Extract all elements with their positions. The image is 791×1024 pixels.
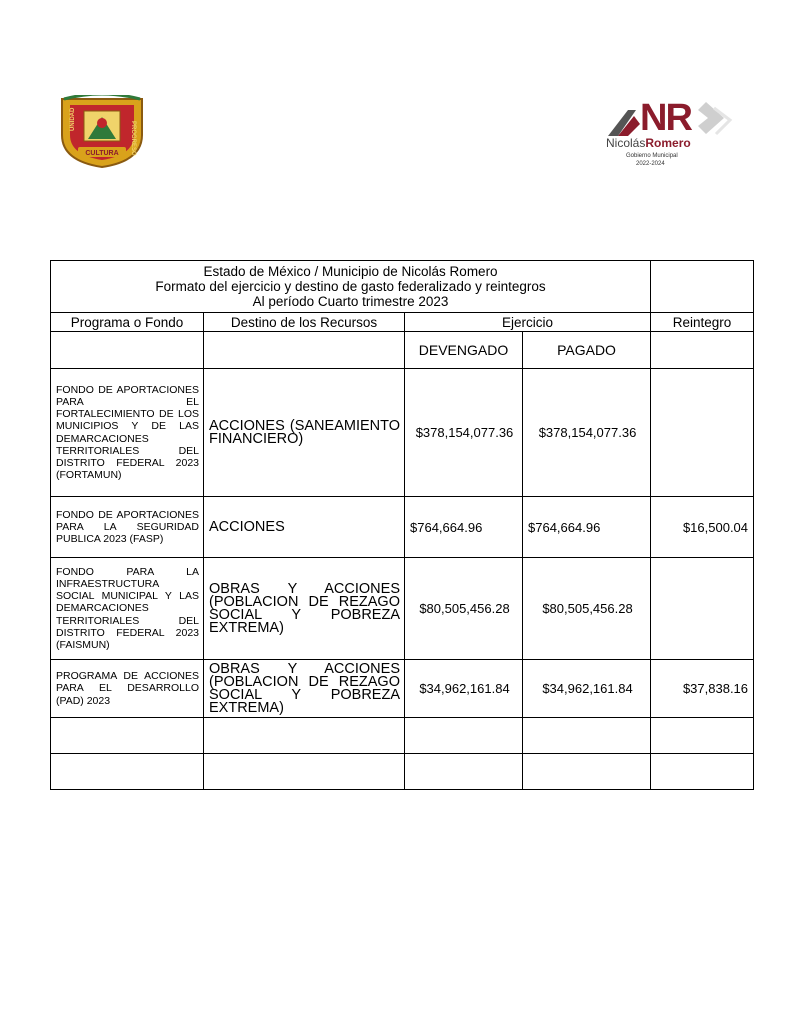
empty-cell <box>523 754 651 790</box>
row-destino: OBRAS Y ACCIONES (POBLACION DE REZAGO SOCIAL Y POBREZA EXTREMA) <box>204 660 405 718</box>
nr-name <box>606 137 734 150</box>
nr-letters: NR <box>640 97 691 139</box>
empty-cell <box>523 718 651 754</box>
row-devengado: $764,664.96 <box>405 497 523 558</box>
row-programa: PROGRAMA DE ACCIONES PARA EL DESARROLLO (PAD) 2023 <box>51 660 204 718</box>
nr-gov-label: Gobierno Municipal <box>626 153 678 159</box>
empty-cell <box>204 754 405 790</box>
col-destino-header: Destino de los Recursos <box>204 313 405 332</box>
svg-text:UNIDAD: UNIDAD <box>70 107 76 131</box>
col-pagado-header: PAGADO <box>523 332 651 369</box>
table-row <box>51 497 754 558</box>
nicolas-romero-logo <box>606 98 734 174</box>
row-devengado: $80,505,456.28 <box>405 558 523 660</box>
col-reintegro-header: Reintegro <box>651 313 754 332</box>
col-devengado-header: DEVENGADO <box>405 332 523 369</box>
row-devengado: $378,154,077.36 <box>405 369 523 497</box>
sub-header-blank <box>651 332 754 369</box>
row-programa: FONDO DE APORTACIONES PARA EL FORTALECIMIENTO DE LOS MUNICIPIOS Y DE LAS DEMARCACIONES TERRITORIALES DEL DISTRITO FEDERAL 2023 (FORTAMUN) <box>51 369 204 497</box>
empty-row <box>51 754 754 790</box>
row-pagado: $764,664.96 <box>523 497 651 558</box>
table-row <box>51 558 754 660</box>
empty-row <box>51 718 754 754</box>
col-programa-header: Programa o Fondo <box>51 313 204 332</box>
row-destino: OBRAS Y ACCIONES (POBLACION DE REZAGO SOCIAL Y POBREZA EXTREMA) <box>204 558 405 660</box>
report-title <box>51 261 651 313</box>
empty-cell <box>204 718 405 754</box>
row-devengado: $34,962,161.84 <box>405 660 523 718</box>
row-pagado: $378,154,077.36 <box>523 369 651 497</box>
empty-cell <box>651 718 754 754</box>
row-reintegro <box>651 369 754 497</box>
column-header-row <box>51 313 754 332</box>
sub-header-blank <box>204 332 405 369</box>
table-row <box>51 660 754 718</box>
municipal-coat-of-arms-icon <box>56 95 148 169</box>
sub-header-blank <box>51 332 204 369</box>
row-destino: ACCIONES (SANEAMIENTO FINANCIERO) <box>204 369 405 497</box>
row-reintegro: $37,838.16 <box>651 660 754 718</box>
empty-cell <box>651 754 754 790</box>
table-row <box>51 369 754 497</box>
row-reintegro <box>651 558 754 660</box>
col-ejercicio-header: Ejercicio <box>405 313 651 332</box>
report-table <box>50 260 754 790</box>
title-row <box>51 261 754 313</box>
row-programa: FONDO DE APORTACIONES PARA LA SEGURIDAD PUBLICA 2023 (FASP) <box>51 497 204 558</box>
title-blank-cell <box>651 261 754 313</box>
title-line-1: Estado de México / Municipio de Nicolás Romero <box>203 264 498 279</box>
nr-years-label: 2022-2024 <box>636 161 665 167</box>
row-pagado: $34,962,161.84 <box>523 660 651 718</box>
empty-cell <box>51 718 204 754</box>
nr-last-name: Romero <box>645 136 691 150</box>
empty-cell <box>405 754 523 790</box>
row-pagado: $80,505,456.28 <box>523 558 651 660</box>
row-programa: FONDO PARA LA INFRAESTRUCTURA SOCIAL MUNICIPAL Y LAS DEMARCACIONES TERRITORIALES DEL DISTRITO FEDERAL 2023 (FAISMUN) <box>51 558 204 660</box>
sub-header-row <box>51 332 754 369</box>
row-reintegro: $16,500.04 <box>651 497 754 558</box>
row-destino: ACCIONES <box>204 497 405 558</box>
nr-first-name: Nicolás <box>606 136 646 150</box>
svg-text:CULTURA: CULTURA <box>85 150 119 157</box>
title-line-2: Formato del ejercicio y destino de gasto federalizado y reintegros <box>155 279 546 294</box>
svg-text:PROGRESO: PROGRESO <box>130 121 136 156</box>
title-line-3: Al período Cuarto trimestre 2023 <box>252 294 449 309</box>
empty-cell <box>51 754 204 790</box>
empty-cell <box>405 718 523 754</box>
